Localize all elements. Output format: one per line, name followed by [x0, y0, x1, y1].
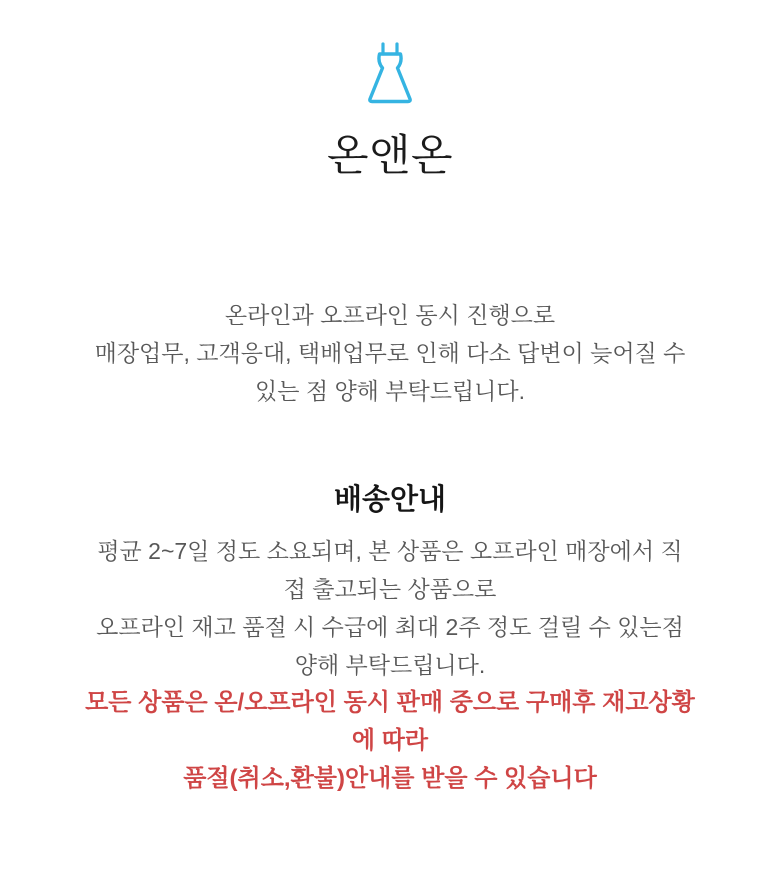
notice-content: [70, 0, 710, 798]
shipping-warning: [70, 684, 710, 798]
shipping-heading: 배송안내: [333, 484, 447, 516]
warning-line: 모든 상품은 온/오프라인 동시 판매 중으로 구매후 재고상황: [85, 689, 695, 716]
intro-paragraph: [70, 296, 710, 410]
shipping-line: 양해 부탁드립니다.: [294, 652, 486, 678]
intro-line: 매장업무, 고객응대, 택배업무로 인해 다소 답변이 늦어질 수: [94, 340, 686, 366]
shipping-line: 접 출고되는 상품으로: [283, 576, 497, 602]
intro-line: 온라인과 오프라인 동시 진행으로: [224, 302, 556, 328]
brand-name: 온앤온: [326, 132, 454, 180]
warning-line: 에 따라: [351, 727, 429, 754]
intro-line: 있는 점 양해 부탁드립니다.: [255, 378, 525, 404]
shipping-line: 평균 2~7일 정도 소요되며, 본 상품은 오프라인 매장에서 직: [97, 538, 683, 564]
brand-logo: [70, 0, 710, 106]
dress-icon: [366, 42, 414, 106]
warning-line: 품절(취소,환불)안내를 받을 수 있습니다: [183, 765, 597, 792]
shipping-paragraph: [70, 532, 710, 684]
shipping-line: 오프라인 재고 품절 시 수급에 최대 2주 정도 걸릴 수 있는점: [96, 614, 684, 640]
